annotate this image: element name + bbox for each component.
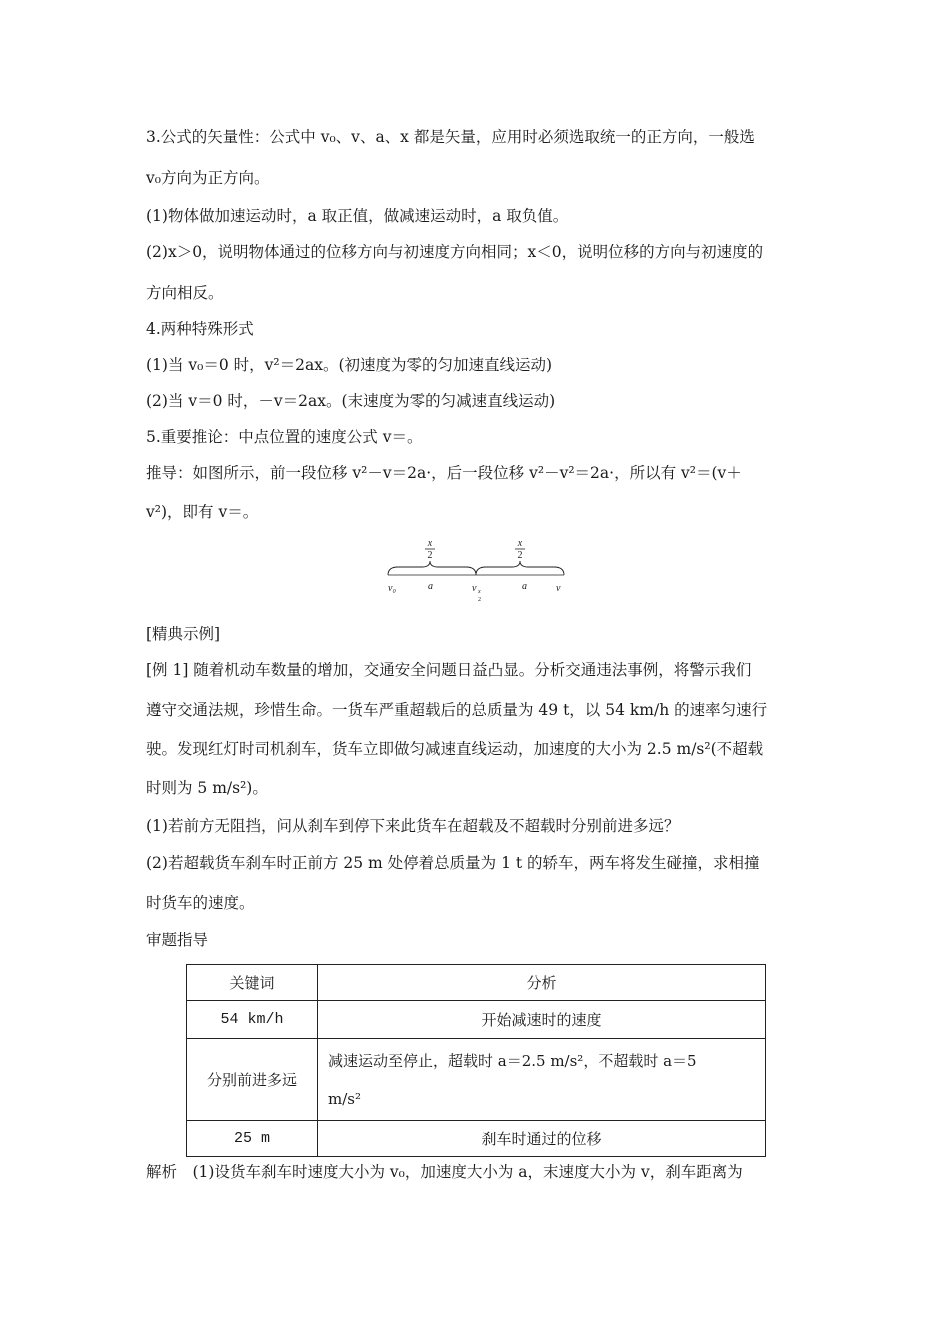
midpoint-velocity-diagram	[386, 535, 566, 605]
left-half-numerator: x	[427, 538, 433, 549]
table-row	[187, 1039, 766, 1121]
table-cell-analysis: 刹车时通过的位移	[318, 1121, 766, 1157]
brace-left	[388, 561, 476, 575]
table-row	[187, 1001, 766, 1039]
s3-line-2: v₀方向为正方向。	[146, 169, 270, 187]
right-half-numerator: x	[517, 538, 523, 549]
label-vmid-sub-top: x	[478, 589, 481, 595]
table-cell-keyword: 25 m	[187, 1121, 318, 1157]
label-a-left: a	[428, 581, 433, 592]
table-cell-analysis-line-2: m/s²	[328, 1089, 361, 1108]
table-cell-keyword: 分别前进多远	[187, 1039, 318, 1121]
table-row	[187, 1121, 766, 1157]
table-cell-keyword: 54 km/h	[187, 1001, 318, 1039]
s4-title: 4.两种特殊形式	[146, 320, 254, 338]
table-cell-analysis: 开始减速时的速度	[318, 1001, 766, 1039]
table-header-keyword: 关键词	[187, 965, 318, 1001]
brace-right	[476, 561, 564, 575]
label-v: v	[556, 583, 561, 594]
example-question-2-line-2: 时货车的速度。	[146, 894, 255, 912]
guide-table	[186, 964, 766, 1157]
s5-title: 5.重要推论：中点位置的速度公式 v＝。	[146, 428, 423, 446]
example-heading: [精典示例]	[146, 625, 221, 643]
analysis-line-1: 解析 (1)设货车刹车时速度大小为 v₀，加速度大小为 a，末速度大小为 v，刹车距离为	[146, 1163, 743, 1181]
example-question-1: (1)若前方无阻挡，问从刹车到停下来此货车在超载及不超载时分别前进多远？	[146, 817, 680, 835]
label-a-right: a	[522, 581, 527, 592]
label-v0: v₀	[388, 583, 396, 594]
label-vmid: v	[472, 583, 477, 594]
s3-point-1: (1)物体做加速运动时，a 取正值，做减速运动时，a 取负值。	[146, 207, 569, 225]
example-line-1: [例 1] 随着机动车数量的增加，交通安全问题日益凸显。分析交通违法事例，将警示我们	[146, 661, 752, 679]
right-half-denominator: 2	[517, 550, 523, 561]
label-vmid-sub-bottom: 2	[478, 597, 481, 603]
table-cell-analysis	[318, 1039, 766, 1121]
guide-heading: 审题指导	[146, 931, 209, 949]
s3-point-2-line-1: (2)x＞0，说明物体通过的位移方向与初速度方向相同；x＜0，说明位移的方向与初速度的	[146, 243, 764, 261]
example-question-2-line-1: (2)若超载货车刹车时正前方 25 m 处停着总质量为 1 t 的轿车，两车将发生碰撞，求相撞	[146, 854, 760, 872]
s4-point-2: (2)当 v＝0 时，－v＝2ax。(末速度为零的匀减速直线运动)	[146, 392, 556, 410]
table-cell-analysis-line-1: 减速运动至停止，超载时 a＝2.5 m/s²，不超载时 a＝5	[328, 1051, 697, 1070]
s5-derivation-line-1: 推导：如图所示，前一段位移 v²－v＝2a·，后一段位移 v²－v²＝2a·，所以有 v²＝(v＋	[146, 464, 742, 482]
left-half-denominator: 2	[427, 550, 433, 561]
example-line-3: 驶。发现红灯时司机刹车，货车立即做匀减速直线运动，加速度的大小为 2.5 m/s²(不超载	[146, 740, 764, 758]
table-header-analysis: 分析	[318, 965, 766, 1001]
s4-point-1: (1)当 v₀＝0 时，v²＝2ax。(初速度为零的匀加速直线运动)	[146, 356, 553, 374]
s3-point-2-line-2: 方向相反。	[146, 284, 224, 302]
example-line-2: 遵守交通法规，珍惜生命。一货车严重超载后的总质量为 49 t，以 54 km/h 的速率匀速行	[146, 701, 768, 719]
example-line-4: 时则为 5 m/s²)。	[146, 779, 268, 797]
s5-derivation-line-2: v²)，即有 v＝。	[146, 503, 259, 521]
s3-line-1: 3.公式的矢量性：公式中 v₀、v、a、x 都是矢量，应用时必须选取统一的正方向，一般选	[146, 128, 755, 146]
table-header-row	[187, 965, 766, 1001]
